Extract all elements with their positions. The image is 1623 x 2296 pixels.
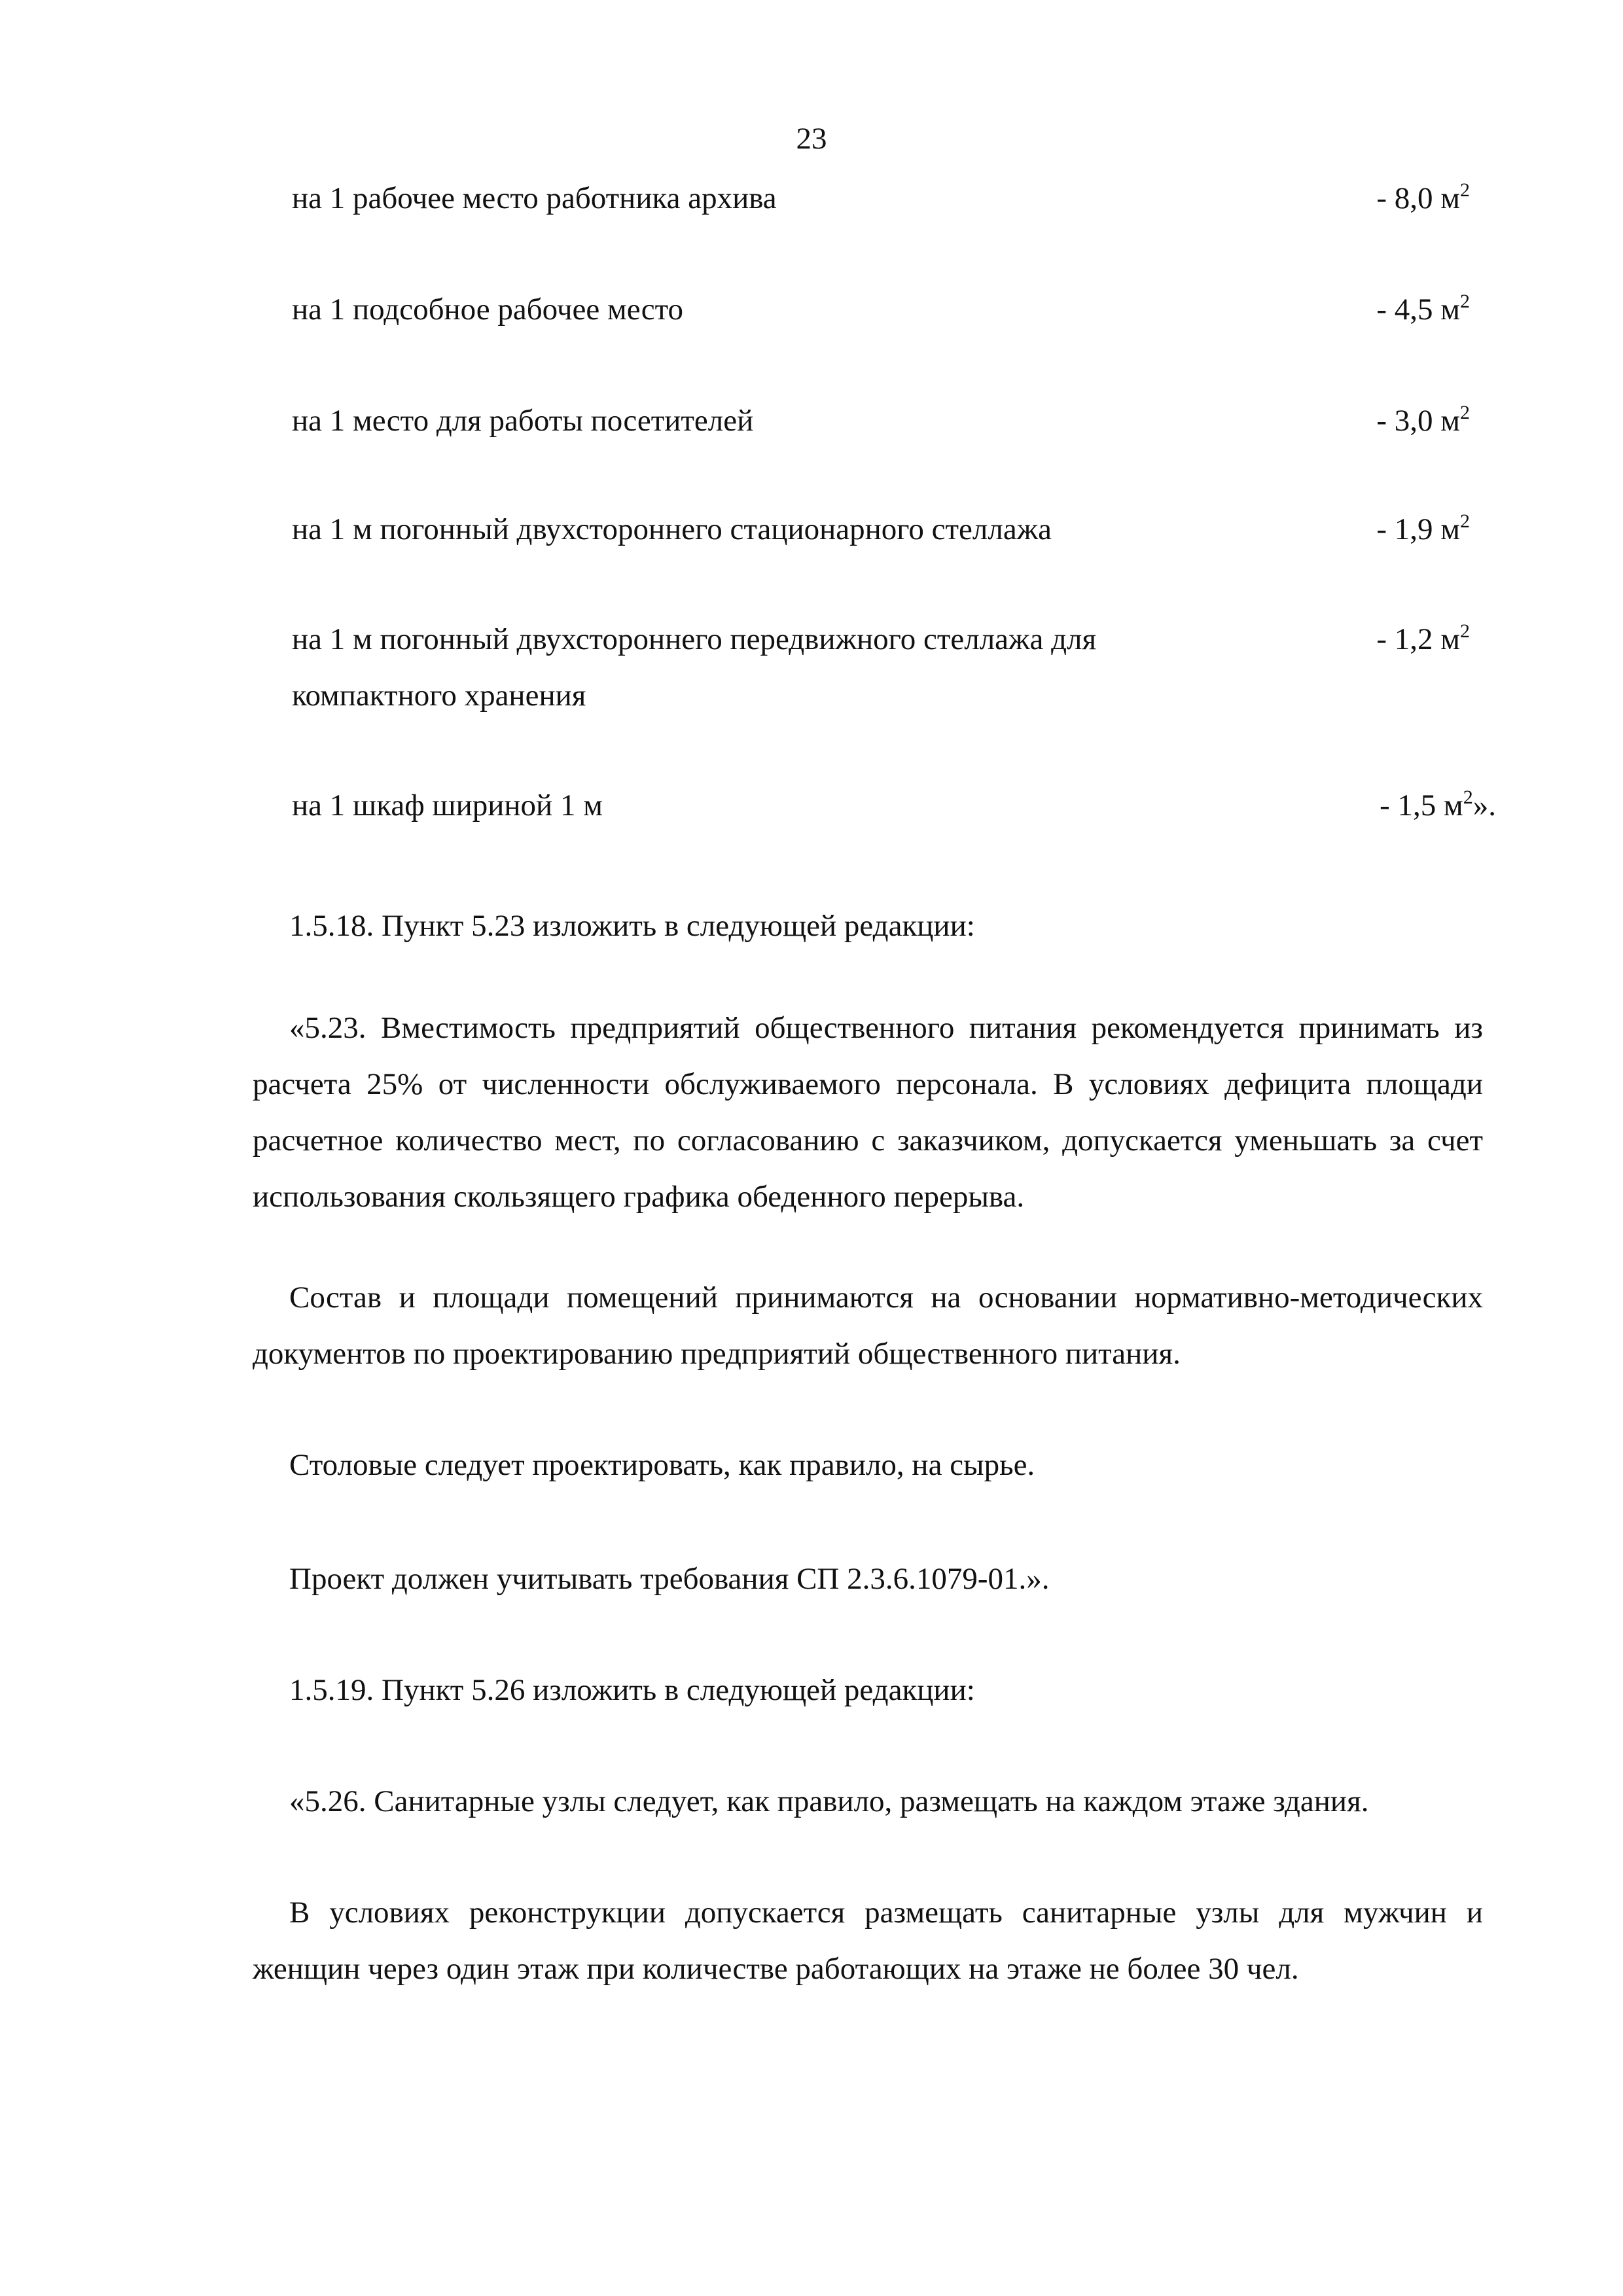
norm-value: - 1,9 $м^2$ [1376, 510, 1470, 546]
norm-label: на 1 шкаф шириной 1 м [292, 788, 603, 822]
paragraph: Состав и площади помещений принимаются на основании нормативно-методических документов по проектированию предприятий общественного питания. [253, 1280, 1483, 1371]
norm-row [292, 501, 1470, 606]
paragraph: Проект должен учитывать требования СП 2.3.6.1079-01.». [289, 1562, 1050, 1596]
norm-value: - 4,5 $м^2$ [1376, 291, 1470, 327]
norm-value: - 3,0 $м^2$ [1376, 402, 1470, 438]
norm-value: - 8,0 $м^2$ [1376, 179, 1470, 215]
norm-row [292, 777, 1496, 882]
norm-label: на 1 м погонный двухстороннего передвижного стеллажа для компактного хранения [292, 622, 1097, 713]
page-number: 23 [796, 122, 827, 156]
paragraph: 1.5.18. Пункт 5.23 изложить в следующей редакции: [289, 909, 975, 943]
norm-row [292, 611, 1470, 742]
norm-label: на 1 м погонный двухстороннего стационарного стеллажа [292, 512, 1052, 546]
norm-row [292, 281, 1470, 386]
norm-label: на 1 подсобное рабочее место [292, 292, 684, 327]
norm-row [292, 170, 1470, 275]
norm-label: на 1 рабочее место работника архива [292, 181, 777, 215]
paragraph: Столовые следует проектировать, как правило, на сырье. [289, 1448, 1035, 1482]
norm-value: - 1,2 $м^2$ [1376, 620, 1470, 656]
norm-value: - 1,5 $м^2$». [1380, 786, 1496, 822]
paragraph: В условиях реконструкции допускается размещать санитарные узлы для мужчин и женщин через один этаж при количестве работающих на этаже не более 30 чел. [253, 1896, 1483, 1986]
paragraph: «5.23. Вместимость предприятий общественного питания рекомендуется принимать из расчета 25% от численности обслуживаемого персонала. В условиях дефицита площади расчетное количество мест, по согласованию с заказчиком, допускается уменьшать за счет использования скользящего графика обеденного перерыва. [253, 1011, 1483, 1214]
paragraph: «5.26. Санитарные узлы следует, как правило, размещать на каждом этаже здания. [289, 1784, 1369, 1818]
paragraph: 1.5.19. Пункт 5.26 изложить в следующей редакции: [289, 1673, 975, 1707]
norm-label: на 1 место для работы посетителей [292, 404, 754, 438]
norm-row [292, 393, 1470, 497]
